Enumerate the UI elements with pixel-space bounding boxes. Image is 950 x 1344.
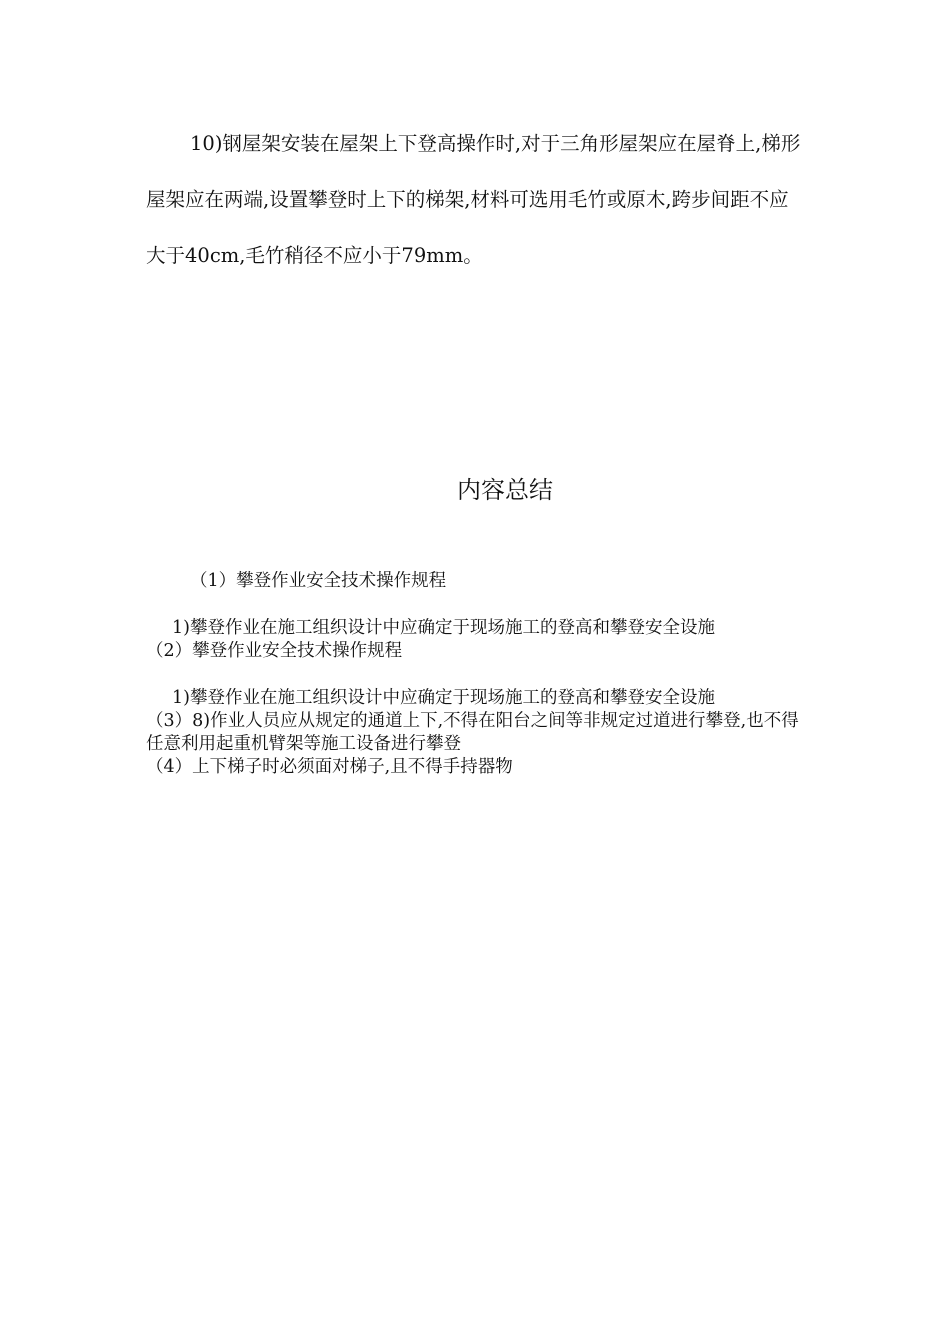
summary-title: 内容总结 xyxy=(457,476,553,504)
summary-item-1-heading: （1）攀登作业安全技术操作规程 xyxy=(190,571,447,591)
summary-item-2-heading: （2）攀登作业安全技术操作规程 xyxy=(146,641,403,661)
summary-item-2-detail: 1)攀登作业在施工组织设计中应确定于现场施工的登高和攀登安全设施 xyxy=(172,688,715,708)
summary-item-1-detail: 1)攀登作业在施工组织设计中应确定于现场施工的登高和攀登安全设施 xyxy=(172,618,715,638)
summary-item-4: （4）上下梯子时必须面对梯子,且不得手持器物 xyxy=(146,757,513,777)
summary-section xyxy=(146,570,806,779)
body-paragraph-steel-truss: 10)钢屋架安装在屋架上下登高操作时,对于三角形屋架应在屋脊上,梯形屋架应在两端,设置攀登时上下的梯架,材料可选用毛竹或原木,跨步间距不应大于40cm,毛竹稍径不应小于79mm。 xyxy=(146,132,801,267)
summary-item-3: （3）8)作业人员应从规定的通道上下,不得在阳台之间等非规定过道进行攀登,也不得任意利用起重机臂架等施工设备进行攀登 xyxy=(146,711,799,754)
